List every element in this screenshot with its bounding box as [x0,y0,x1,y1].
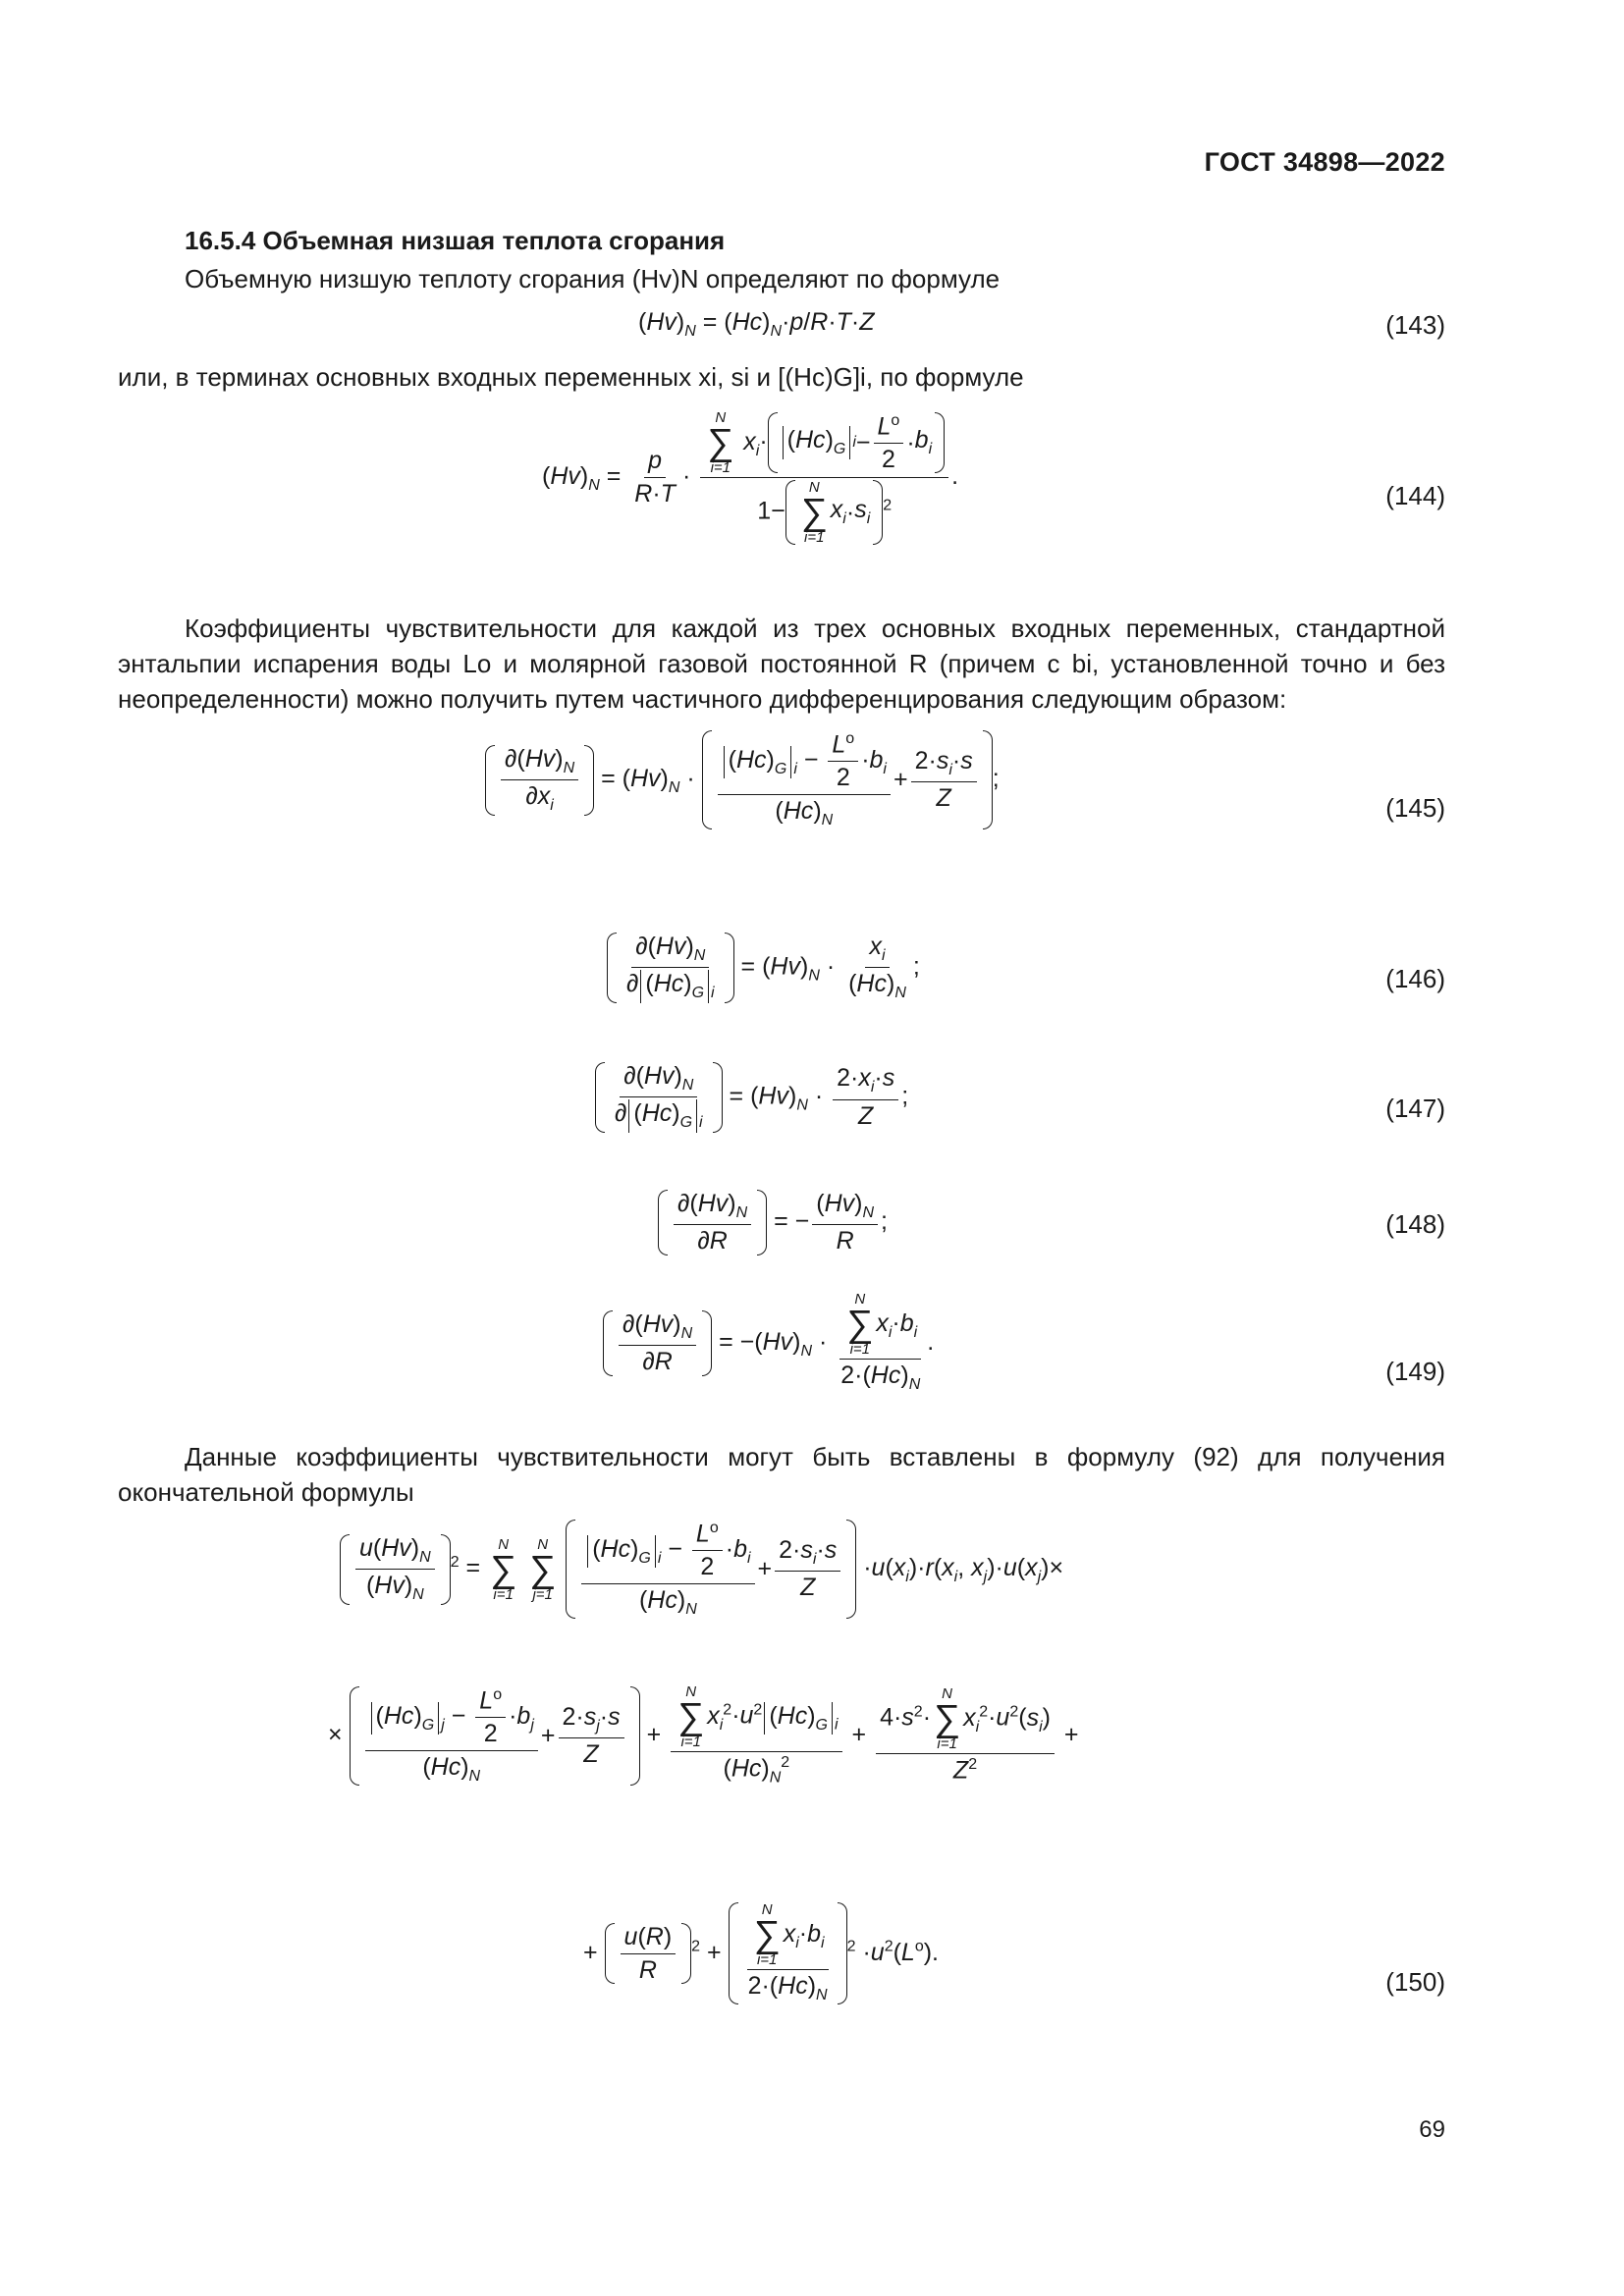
section-title: 16.5.4 Объемная низшая теплота сгорания [185,226,726,255]
equation-number: (148) [1385,1209,1445,1239]
equation-number: (150) [1385,1967,1445,1997]
paragraph-sensitivity-2: Данные коэффициенты чувствительности могут быть вставлены в формулу (92) для получения окончательной формулы [118,1442,1445,1507]
formula-147: $\frac{\partial(Hv)_N}{\partial (Hc)_G _i}$ = $(Hv)_N$ · $\frac{2\cdot x_i\cdot s}{Z}$ ; [595,1062,908,1133]
equation-number: (144) [1385,481,1445,510]
paragraph-alt-intro: или, в терминах основных входных переменных xi, si и [(Hc)G]i, по формуле [118,362,1024,392]
formula-144: $(Hv)_N$ = $\frac{p}{R\cdot T}$ · N ∑ i=1 $x_i\cdot$ $(Hc)_G$ i − $\frac{L^o}{2}$ · $b_i$ 1− N ∑ i=1 $x_i$ · $s_i$ $^2$ . [542,409,959,546]
formula-145: $\frac{\partial(Hv)_N}{\partial x_i}$ = $(Hv)_N$ · $(Hc)_G$ $_i$ − $\frac{L^o}{2}$ $\cdot b_i$ $(Hc)_N$ + $\frac{2\cdot s_i\cdot s}{Z}$ ; [485,730,1000,829]
formula-146: $\frac{\partial(Hv)_N}{\partial (Hc)_G _i}$ = $(Hv)_N$ · $\frac{x_i}{(Hc)_N}$ ; [607,933,920,1003]
formula-143: $(Hv)_N = (Hc)_N\cdot p/R\cdot T\cdot Z$ [638,308,875,340]
equation-number: (143) [1385,310,1445,340]
paragraph-intro: Объемную низшую теплоту сгорания (Hv)N определяют по формуле [185,264,1001,294]
formula-149: $\frac{\partial(Hv)_N}{\partial R}$ = $-(Hv)_N$ · N ∑ i=1 $x_i\cdot b_i$ $2\cdot(Hc)_N$ . [603,1292,934,1394]
formula-148: $\frac{\partial(Hv)_N}{\partial R}$ = − $\frac{(Hv)_N}{R}$ ; [658,1190,888,1255]
page-number: 69 [1419,2116,1445,2143]
equation-number: (145) [1385,793,1445,823]
document-header: ГОСТ 34898—2022 [1204,147,1445,177]
equation-number: (147) [1385,1094,1445,1123]
formula-150-line-1: $\frac{u(Hv)_N}{(Hv)_N}$ $^2$ = N ∑ i=1 N ∑ j=1 $(Hc)_G$ $_i$ − $\frac{L^o}{2}$ $\cdot b_i$ $(Hc)_N$ + $\frac{2\cdot s_i\cdot s}{Z}$ $\cdot u(x_i)\cdot r(x_i$, $x_j)\cdot u(x_j)\times$ [340,1520,1063,1619]
formula-150-line-2: × $(Hc)_G$ $_j$ − $\frac{L^o}{2}$ $\cdot b_j$ $(Hc)_N$ + $\frac{2\cdot s_j\cdot s}{Z}$ + N ∑ i=1 $x_i^2\cdot u^2$ $(Hc)_G$ $_i$ $(Hc)_N^2$ + $4\cdot s^2\cdot$ N ∑ i=1 $x_i^2\cdot u^2(s_i)$ $Z^2$ + [328,1683,1079,1787]
paragraph-sensitivity-1: Коэффициенты чувствительности для каждой из трех основных входных переменных, стандартной энтальпии испарения воды Lo и молярной газовой постоянной R (причем с bi, установленной точно и без неопределенности) можно получить путем частичного дифференцирования следующим образом: [118,614,1445,714]
formula-150-line-3: + $\frac{u(R)}{R}$ $^2$ + N ∑ i=1 $x_i\cdot b_i$ $2\cdot(Hc)_N$ $^2 \cdot u^2(L^o)$. [583,1901,940,2003]
equation-number: (149) [1385,1357,1445,1386]
equation-number: (146) [1385,964,1445,993]
